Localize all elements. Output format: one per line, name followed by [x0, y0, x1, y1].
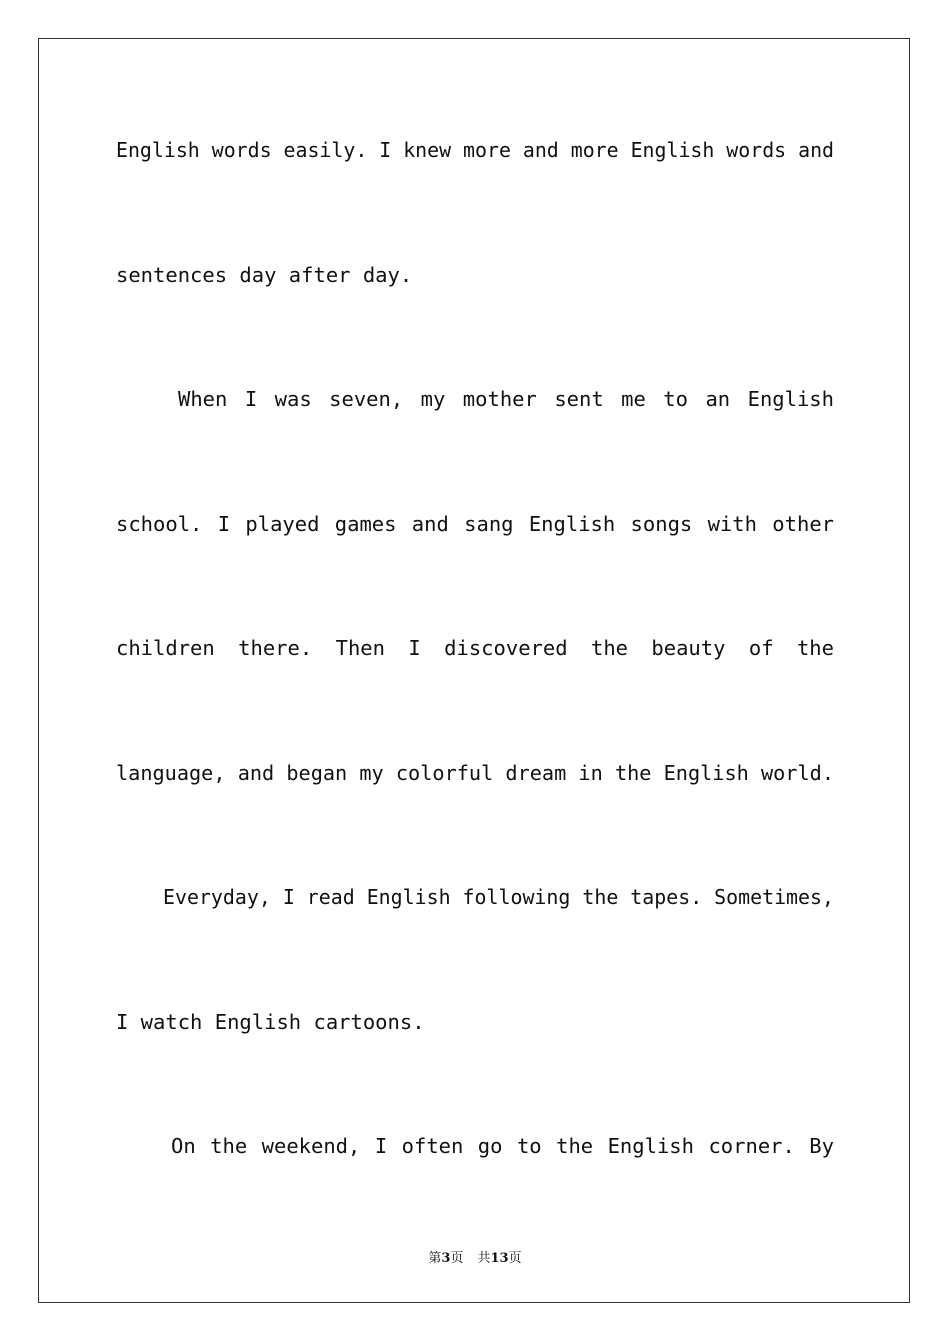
current-page-number: 3 [441, 1251, 451, 1266]
footer-page-unit: 页 [450, 1251, 464, 1266]
text-line: I watch English cartoons. [116, 1010, 425, 1034]
paragraph-first-line: On the weekend, I often go to the English corner. By [171, 1134, 834, 1158]
paragraph-first-line: Everyday, I read English following the tapes. Sometimes, [163, 885, 834, 909]
text-line: English words easily. I knew more and more English words and [116, 138, 835, 162]
footer-prefix: 第 [428, 1251, 442, 1266]
footer-total-unit: 页 [508, 1251, 522, 1266]
text-line: children there. Then I discovered the beauty of the [116, 636, 834, 660]
paragraph-first-line: When I was seven, my mother sent me to an English [178, 387, 834, 411]
text-line: language, and began my colorful dream in the English world. [116, 761, 834, 785]
footer-total-prefix: 共 [477, 1251, 491, 1266]
text-line: school. I played games and sang English songs with other [116, 512, 834, 536]
total-pages-number: 13 [490, 1251, 509, 1266]
page-footer [0, 1247, 950, 1266]
page-border [38, 38, 910, 1303]
text-line: sentences day after day. [116, 263, 413, 287]
